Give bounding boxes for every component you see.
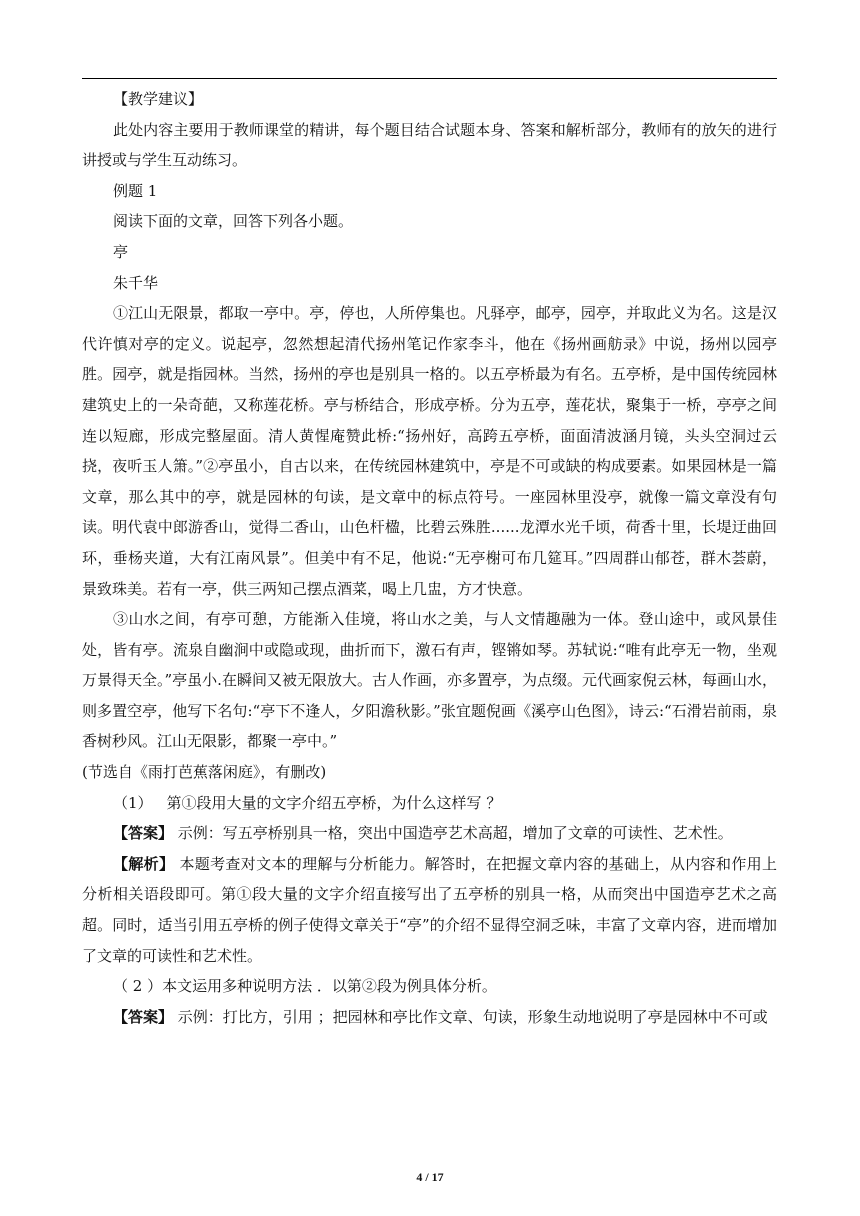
analysis-mark: 【解析】	[113, 854, 175, 873]
example-label: 例题 1	[113, 181, 158, 200]
section-title: 【教学建议】	[113, 90, 204, 108]
article-author: 朱千华	[113, 273, 159, 292]
page-number: 4 / 17	[416, 1170, 444, 1184]
question-1-analysis	[82, 849, 777, 971]
question-2-label: （ 2 ）	[113, 977, 163, 996]
question-2	[82, 971, 777, 1002]
question-1	[82, 788, 777, 819]
teaching-note: 此处内容主要用于教师课堂的精讲，每个题目结合试题本身、答案和解析部分，教师有的放矢的进行讲授或与学生互动练习。	[82, 120, 777, 170]
question-1-answer	[82, 818, 777, 849]
answer-mark: 【答案】	[113, 1007, 174, 1026]
source-note: (节选自《雨打芭蕉落闲庭》，有删改)	[82, 763, 327, 782]
question-1-text: 第①段用大量的文字介绍五亭桥，为什么这样写 ？	[166, 793, 502, 812]
analysis-text: 本题考查对文本的理解与分析能力。解答时，在把握文章内容的基础上，从内容和作用上分析相关语段即可。第①段大量的文字介绍直接写出了五亭桥的别具一格，从而突出中国造亭艺术之高超。同时，适当引用五亭桥的例子使得文章关于“亭”的介绍不显得空洞乏味，丰富了文章内容，进而增加了文章的可读性和艺术性。	[82, 854, 777, 965]
document-body	[82, 84, 777, 1032]
answer-text: 示例：打比方，引用 ；把园林和亭比作文章、句读，形象生动地说明了亭是园林中不可或	[177, 1007, 768, 1026]
article-paragraph-3: ③山水之间，有亭可憩，方能渐入佳境，将山水之美，与人文情趣融为一体。登山途中，或风景佳处，皆有亭。流泉自幽涧中或隐或现，曲折而下，激石有声，铿锵如琴。苏轼说:“唯有此亭无一物，坐观万景得天全。”亭虽小.在瞬间又被无限放大。古人作画，亦多置亭，为点缀。元代画家倪云林，每画山水，则多置空亭，他写下名句:“亭下不逢人，夕阳澹秋影。”张宜题倪画《溪亭山色图》，诗云:“石滑岩前雨，泉香树秒风。江山无限影，都聚一亭中。”	[82, 610, 777, 751]
article-title: 亭	[113, 242, 129, 261]
answer-mark: 【答案】	[113, 824, 174, 843]
header-rule	[82, 78, 777, 79]
answer-text: 示例：写五亭桥别具一格，突出中国造亭艺术高超，增加了文章的可读性、艺术性。	[177, 824, 733, 843]
question-2-text: 本文运用多种说明方法 ．以第②段为例具体分析。	[162, 977, 497, 996]
question-1-label: （1）	[113, 793, 153, 812]
question-2-answer	[82, 1002, 777, 1033]
article-paragraph-1: ①江山无限景，都取一亭中。亭，停也，人所停集也。凡驿亭，邮亭，园亭，并取此义为名。这是汉代许慎对亭的定义。说起亭，忽然想起清代扬州笔记作家李斗，他在《扬州画舫录》中说，扬州以园亭胜。园亭，就是指园林。当然，扬州的亭也是别具一格的。以五亭桥最为有名。五亭桥，是中国传统园林建筑史上的一朵奇葩，又称莲花桥。亭与桥结合，形成亭桥。分为五亭，莲花状，聚集于一桥，亭亭之间连以短廊，形成完整屋面。清人黄惺庵赞此桥:“扬州好，高跨五亭桥，面面清波涵月镜，头头空洞过云挠，夜听玉人箫。”②亭虽小，自古以来，在传统园林建筑中，亭是不可或缺的构成要素。如果园林是一篇文章，那么其中的亭，就是园林的句读，是文章中的标点符号。一座园林里没亭，就像一篇文章没有句读。明代袁中郎游香山，觉得二香山，山色杆楹，比碧云殊胜......龙潭水光千顷，荷香十里，长堤迂曲回环，垂杨夹道，大有江南风景”。但美中有不足，他说:“无亭榭可布几筵耳。”四周群山郁苍，群木荟蔚，景致珠美。若有一亭，供三两知己摆点酒菜，喝上几盅，方才快意。	[82, 304, 777, 598]
instruction: 阅读下面的文章，回答下列各小题。	[113, 212, 354, 231]
